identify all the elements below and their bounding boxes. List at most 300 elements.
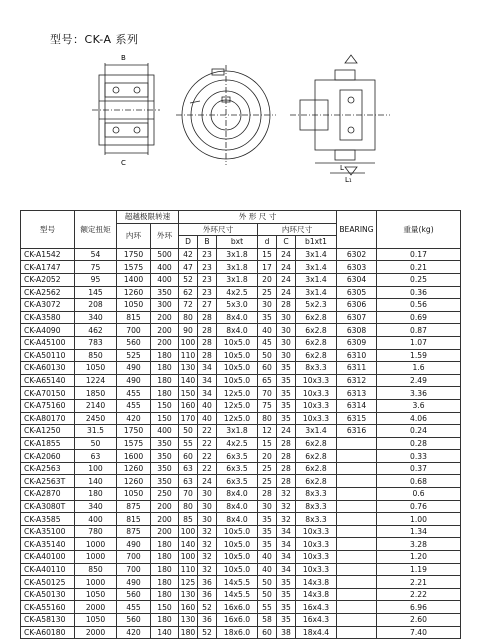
- cell-inner-speed: 490: [117, 374, 151, 387]
- cell-bxt: 16x6.0: [217, 614, 258, 627]
- cell-torque: 50: [75, 437, 117, 450]
- cell-b1xt1: 8x3.3: [296, 488, 337, 501]
- cell-B: 40: [198, 399, 217, 412]
- cell-D: 160: [179, 601, 198, 614]
- cell-B: 32: [198, 538, 217, 551]
- cell-B: 30: [198, 488, 217, 501]
- cell-bxt: 3x1.8: [217, 261, 258, 274]
- cell-b1xt1: 16x4.3: [296, 614, 337, 627]
- cell-B: 32: [198, 563, 217, 576]
- cell-outer-speed: 250: [151, 488, 179, 501]
- cell-bearing: [337, 488, 377, 501]
- cell-model: CK-A3080T: [21, 500, 75, 513]
- cell-B: 28: [198, 311, 217, 324]
- table-row: [21, 374, 461, 387]
- cell-torque: 1050: [75, 614, 117, 627]
- cell-weight: 0.6: [377, 488, 461, 501]
- col-bearing-header: BEARING: [337, 211, 377, 249]
- table-row: [21, 563, 461, 576]
- cell-weight: 0.56: [377, 299, 461, 312]
- cell-model: CK-A40110: [21, 563, 75, 576]
- cell-bxt: 10x5.0: [217, 374, 258, 387]
- table-row: [21, 399, 461, 412]
- cell-C: 30: [277, 349, 296, 362]
- spec-table: [20, 210, 461, 639]
- cell-B: 28: [198, 324, 217, 337]
- cell-B: 22: [198, 437, 217, 450]
- cell-C: 24: [277, 273, 296, 286]
- cell-model: CK-A60180: [21, 626, 75, 639]
- cell-B: 32: [198, 551, 217, 564]
- cell-weight: 0.21: [377, 261, 461, 274]
- cell-weight: 1.6: [377, 362, 461, 375]
- cell-model: CK-A60130: [21, 362, 75, 375]
- cell-b1xt1: 6x2.8: [296, 349, 337, 362]
- cell-bearing: 6312: [337, 374, 377, 387]
- cell-b1xt1: 8x3.3: [296, 362, 337, 375]
- cell-bxt: 3x1.8: [217, 248, 258, 261]
- cell-inner-speed: 560: [117, 588, 151, 601]
- table-row: [21, 538, 461, 551]
- cell-torque: 783: [75, 336, 117, 349]
- cell-outer-speed: 140: [151, 626, 179, 639]
- col-inner-dims-header: 内环尺寸: [258, 223, 337, 236]
- cell-bearing: [337, 437, 377, 450]
- cell-D: 42: [179, 248, 198, 261]
- cell-B: 28: [198, 336, 217, 349]
- cell-bxt: 18x6.0: [217, 626, 258, 639]
- cell-model: CK-A2060: [21, 450, 75, 463]
- cell-D: 63: [179, 462, 198, 475]
- cell-B: 23: [198, 261, 217, 274]
- cell-outer-speed: 350: [151, 286, 179, 299]
- cell-inner-speed: 1260: [117, 475, 151, 488]
- cell-bxt: 14x5.5: [217, 588, 258, 601]
- dim-label-c: C: [121, 159, 126, 167]
- cell-b1xt1: 5x2.3: [296, 299, 337, 312]
- cell-d: 28: [258, 488, 277, 501]
- cell-bxt: 10x5.0: [217, 349, 258, 362]
- table-row: [21, 425, 461, 438]
- cell-outer-speed: 180: [151, 563, 179, 576]
- cell-d: 50: [258, 588, 277, 601]
- cell-model: CK-A2563: [21, 462, 75, 475]
- cell-inner-speed: 1050: [117, 299, 151, 312]
- cell-d: 17: [258, 261, 277, 274]
- table-row: [21, 475, 461, 488]
- cell-C: 24: [277, 286, 296, 299]
- cell-weight: 4.06: [377, 412, 461, 425]
- cell-torque: 54: [75, 248, 117, 261]
- cell-C: 30: [277, 311, 296, 324]
- table-row: [21, 311, 461, 324]
- cell-bxt: 8x4.0: [217, 488, 258, 501]
- cell-weight: 3.36: [377, 387, 461, 400]
- cell-model: CK-A2563T: [21, 475, 75, 488]
- cell-b1xt1: 8x3.3: [296, 500, 337, 513]
- cell-D: 100: [179, 551, 198, 564]
- cell-torque: 850: [75, 349, 117, 362]
- cell-outer-speed: 400: [151, 425, 179, 438]
- cell-bxt: 8x4.0: [217, 311, 258, 324]
- cell-outer-speed: 180: [151, 349, 179, 362]
- cell-C: 24: [277, 248, 296, 261]
- cell-torque: 1050: [75, 588, 117, 601]
- cell-bearing: 6307: [337, 311, 377, 324]
- technical-drawings: [0, 45, 480, 205]
- cell-b1xt1: 10x3.3: [296, 551, 337, 564]
- table-row: [21, 299, 461, 312]
- cell-weight: 0.68: [377, 475, 461, 488]
- table-row: [21, 324, 461, 337]
- cell-torque: 1050: [75, 362, 117, 375]
- cell-model: CK-A1542: [21, 248, 75, 261]
- cell-D: 72: [179, 299, 198, 312]
- cell-b1xt1: 16x4.3: [296, 601, 337, 614]
- cell-C: 24: [277, 425, 296, 438]
- cell-bearing: 6309: [337, 336, 377, 349]
- cell-weight: 1.07: [377, 336, 461, 349]
- cell-weight: 7.40: [377, 626, 461, 639]
- cell-model: CK-A1250: [21, 425, 75, 438]
- cell-inner-speed: 1400: [117, 273, 151, 286]
- cell-inner-speed: 490: [117, 362, 151, 375]
- cell-D: 62: [179, 286, 198, 299]
- cell-weight: 2.60: [377, 614, 461, 627]
- cell-weight: 2.22: [377, 588, 461, 601]
- cell-b1xt1: 6x2.8: [296, 324, 337, 337]
- cell-C: 35: [277, 412, 296, 425]
- cell-outer-speed: 200: [151, 513, 179, 526]
- cell-C: 34: [277, 538, 296, 551]
- cell-weight: 6.96: [377, 601, 461, 614]
- cell-d: 35: [258, 513, 277, 526]
- cell-model: CK-A40100: [21, 551, 75, 564]
- cell-B: 28: [198, 349, 217, 362]
- table-row: [21, 362, 461, 375]
- table-row: [21, 248, 461, 261]
- col-torque-header: 额定扭矩: [75, 211, 117, 249]
- cell-C: 34: [277, 525, 296, 538]
- cell-C: 28: [277, 299, 296, 312]
- cell-outer-speed: 180: [151, 588, 179, 601]
- table-row: [21, 412, 461, 425]
- cell-b1xt1: 6x2.8: [296, 311, 337, 324]
- cell-bearing: [337, 614, 377, 627]
- cell-D: 80: [179, 500, 198, 513]
- table-row: [21, 349, 461, 362]
- cell-D: 85: [179, 513, 198, 526]
- cell-weight: 1.34: [377, 525, 461, 538]
- cell-inner-speed: 490: [117, 576, 151, 589]
- cell-D: 80: [179, 311, 198, 324]
- cell-b1xt1: 10x3.3: [296, 538, 337, 551]
- cell-b1xt1: 14x3.8: [296, 576, 337, 589]
- cell-C: 35: [277, 614, 296, 627]
- cell-d: 75: [258, 399, 277, 412]
- cell-bearing: [337, 576, 377, 589]
- cell-B: 52: [198, 626, 217, 639]
- cell-torque: 2450: [75, 412, 117, 425]
- cell-C: 38: [277, 626, 296, 639]
- cell-D: 55: [179, 437, 198, 450]
- cell-b1xt1: 6x2.8: [296, 475, 337, 488]
- cell-d: 25: [258, 286, 277, 299]
- table-row: [21, 576, 461, 589]
- cell-model: CK-A45100: [21, 336, 75, 349]
- cell-weight: 0.37: [377, 462, 461, 475]
- cell-torque: 1224: [75, 374, 117, 387]
- cell-outer-speed: 180: [151, 362, 179, 375]
- cell-weight: 0.24: [377, 425, 461, 438]
- cell-d: 15: [258, 437, 277, 450]
- cell-D: 100: [179, 336, 198, 349]
- cell-bearing: [337, 525, 377, 538]
- cell-weight: 0.25: [377, 273, 461, 286]
- cell-bxt: 10x5.0: [217, 538, 258, 551]
- cell-d: 50: [258, 576, 277, 589]
- cell-bxt: 12x5.0: [217, 412, 258, 425]
- cell-b1xt1: 10x3.3: [296, 399, 337, 412]
- cell-B: 24: [198, 475, 217, 488]
- cell-torque: 180: [75, 488, 117, 501]
- cell-inner-speed: 815: [117, 311, 151, 324]
- cell-b1xt1: 6x2.8: [296, 437, 337, 450]
- cell-bxt: 10x5.0: [217, 551, 258, 564]
- cell-weight: 1.59: [377, 349, 461, 362]
- page-title: 型号：CK-A 系列: [50, 33, 139, 46]
- cell-B: 32: [198, 525, 217, 538]
- cell-inner-speed: 525: [117, 349, 151, 362]
- table-row: [21, 588, 461, 601]
- cell-C: 35: [277, 387, 296, 400]
- dim-label-b: B: [121, 54, 126, 62]
- cell-D: 110: [179, 563, 198, 576]
- cell-bearing: [337, 588, 377, 601]
- cell-weight: 1.20: [377, 551, 461, 564]
- cell-B: 52: [198, 601, 217, 614]
- cell-model: CK-A3580: [21, 311, 75, 324]
- cell-C: 28: [277, 462, 296, 475]
- table-row: [21, 387, 461, 400]
- face-view-drawing: [176, 65, 276, 165]
- cell-inner-speed: 455: [117, 399, 151, 412]
- cell-b1xt1: 14x3.8: [296, 588, 337, 601]
- cell-weight: 0.76: [377, 500, 461, 513]
- cell-b1xt1: 6x2.8: [296, 462, 337, 475]
- cell-bearing: 6311: [337, 362, 377, 375]
- cell-D: 150: [179, 387, 198, 400]
- cell-model: CK-A1747: [21, 261, 75, 274]
- cell-b1xt1: 3x1.4: [296, 273, 337, 286]
- cell-d: 70: [258, 387, 277, 400]
- cell-bearing: 6308: [337, 324, 377, 337]
- col-b1xt1-header: b1xt1: [296, 236, 337, 249]
- cell-torque: 2000: [75, 626, 117, 639]
- cell-B: 23: [198, 273, 217, 286]
- cell-D: 130: [179, 588, 198, 601]
- cell-inner-speed: 700: [117, 551, 151, 564]
- cell-weight: 0.69: [377, 311, 461, 324]
- cell-torque: 340: [75, 311, 117, 324]
- cell-torque: 1850: [75, 387, 117, 400]
- cell-weight: 0.28: [377, 437, 461, 450]
- cell-bearing: 6316: [337, 425, 377, 438]
- cell-model: CK-A2052: [21, 273, 75, 286]
- cell-d: 20: [258, 450, 277, 463]
- cell-bearing: [337, 513, 377, 526]
- table-row: [21, 336, 461, 349]
- cell-d: 58: [258, 614, 277, 627]
- cell-weight: 0.33: [377, 450, 461, 463]
- cell-C: 24: [277, 261, 296, 274]
- cell-inner-speed: 560: [117, 336, 151, 349]
- cell-bxt: 6x3.5: [217, 475, 258, 488]
- cell-C: 35: [277, 374, 296, 387]
- cell-inner-speed: 1050: [117, 488, 151, 501]
- spec-table-body: [21, 248, 461, 638]
- cell-d: 25: [258, 462, 277, 475]
- cell-outer-speed: 350: [151, 450, 179, 463]
- cell-C: 35: [277, 601, 296, 614]
- table-row: [21, 601, 461, 614]
- cell-model: CK-A80170: [21, 412, 75, 425]
- cell-C: 32: [277, 488, 296, 501]
- cell-torque: 75: [75, 261, 117, 274]
- cell-D: 90: [179, 324, 198, 337]
- cell-D: 125: [179, 576, 198, 589]
- cell-outer-speed: 200: [151, 336, 179, 349]
- cell-inner-speed: 455: [117, 601, 151, 614]
- cell-inner-speed: 875: [117, 525, 151, 538]
- cell-weight: 3.28: [377, 538, 461, 551]
- table-row: [21, 450, 461, 463]
- col-model-header: 型号: [21, 211, 75, 249]
- cell-bxt: 12x5.0: [217, 387, 258, 400]
- dim-label-l: L: [340, 164, 344, 172]
- cell-C: 32: [277, 500, 296, 513]
- cell-bxt: 10x5.0: [217, 362, 258, 375]
- cell-d: 60: [258, 626, 277, 639]
- cell-bxt: 4x2.5: [217, 286, 258, 299]
- cell-B: 30: [198, 500, 217, 513]
- cell-D: 140: [179, 374, 198, 387]
- cell-inner-speed: 875: [117, 500, 151, 513]
- cell-C: 28: [277, 437, 296, 450]
- cell-torque: 462: [75, 324, 117, 337]
- cell-bxt: 12x5.0: [217, 399, 258, 412]
- cell-outer-speed: 150: [151, 399, 179, 412]
- cell-bxt: 10x5.0: [217, 525, 258, 538]
- cell-d: 45: [258, 336, 277, 349]
- cell-b1xt1: 10x3.3: [296, 412, 337, 425]
- cell-D: 160: [179, 399, 198, 412]
- cell-C: 34: [277, 563, 296, 576]
- cell-model: CK-A55160: [21, 601, 75, 614]
- cell-d: 25: [258, 475, 277, 488]
- cell-bearing: [337, 500, 377, 513]
- cell-d: 30: [258, 299, 277, 312]
- col-B-header: B: [198, 236, 217, 249]
- cell-C: 35: [277, 362, 296, 375]
- cell-model: CK-A50130: [21, 588, 75, 601]
- cell-d: 60: [258, 362, 277, 375]
- cell-outer-speed: 400: [151, 273, 179, 286]
- cell-inner-speed: 1600: [117, 450, 151, 463]
- cell-B: 34: [198, 362, 217, 375]
- cell-bearing: 6314: [337, 399, 377, 412]
- cell-bxt: 6x3.5: [217, 450, 258, 463]
- cell-model: CK-A2562: [21, 286, 75, 299]
- table-row: [21, 626, 461, 639]
- cell-model: CK-A58130: [21, 614, 75, 627]
- cell-bearing: [337, 563, 377, 576]
- col-C-header: C: [277, 236, 296, 249]
- cell-bxt: 4x2.5: [217, 437, 258, 450]
- cell-model: CK-A1855: [21, 437, 75, 450]
- cell-b1xt1: 3x1.4: [296, 261, 337, 274]
- cell-C: 28: [277, 475, 296, 488]
- cell-bxt: 6x3.5: [217, 462, 258, 475]
- cell-bxt: 5x3.0: [217, 299, 258, 312]
- cell-d: 12: [258, 425, 277, 438]
- cell-b1xt1: 3x1.4: [296, 248, 337, 261]
- cell-torque: 780: [75, 525, 117, 538]
- cell-model: CK-A65140: [21, 374, 75, 387]
- cell-model: CK-A35140: [21, 538, 75, 551]
- table-row: [21, 273, 461, 286]
- cell-B: 36: [198, 588, 217, 601]
- col-outer-dims-header: 外环尺寸: [179, 223, 258, 236]
- cell-model: CK-A2870: [21, 488, 75, 501]
- cell-B: 22: [198, 450, 217, 463]
- col-inner-speed-header: 内环: [117, 223, 151, 248]
- cell-bearing: 6306: [337, 299, 377, 312]
- cell-torque: 208: [75, 299, 117, 312]
- cell-outer-speed: 200: [151, 525, 179, 538]
- cell-C: 32: [277, 513, 296, 526]
- cell-B: 22: [198, 462, 217, 475]
- cell-outer-speed: 150: [151, 601, 179, 614]
- cell-torque: 2000: [75, 601, 117, 614]
- cell-model: CK-A4090: [21, 324, 75, 337]
- cell-bxt: 3x1.8: [217, 425, 258, 438]
- cell-b1xt1: 10x3.3: [296, 563, 337, 576]
- cell-outer-speed: 180: [151, 387, 179, 400]
- dim-label-l1: L₁: [345, 176, 352, 184]
- cell-inner-speed: 815: [117, 513, 151, 526]
- cell-bxt: 3x1.8: [217, 273, 258, 286]
- cell-outer-speed: 180: [151, 551, 179, 564]
- cell-torque: 63: [75, 450, 117, 463]
- cell-outer-speed: 200: [151, 500, 179, 513]
- cell-d: 50: [258, 349, 277, 362]
- cell-d: 30: [258, 500, 277, 513]
- cell-C: 35: [277, 588, 296, 601]
- cell-b1xt1: 18x4.4: [296, 626, 337, 639]
- cell-d: 35: [258, 538, 277, 551]
- cell-D: 140: [179, 538, 198, 551]
- cell-inner-speed: 1260: [117, 286, 151, 299]
- col-weight-header: 重量(kg): [377, 211, 461, 249]
- cell-d: 80: [258, 412, 277, 425]
- cell-outer-speed: 200: [151, 311, 179, 324]
- cell-bxt: 8x4.0: [217, 324, 258, 337]
- cell-outer-speed: 180: [151, 576, 179, 589]
- cell-model: CK-A3585: [21, 513, 75, 526]
- cell-torque: 1000: [75, 551, 117, 564]
- cell-torque: 31.5: [75, 425, 117, 438]
